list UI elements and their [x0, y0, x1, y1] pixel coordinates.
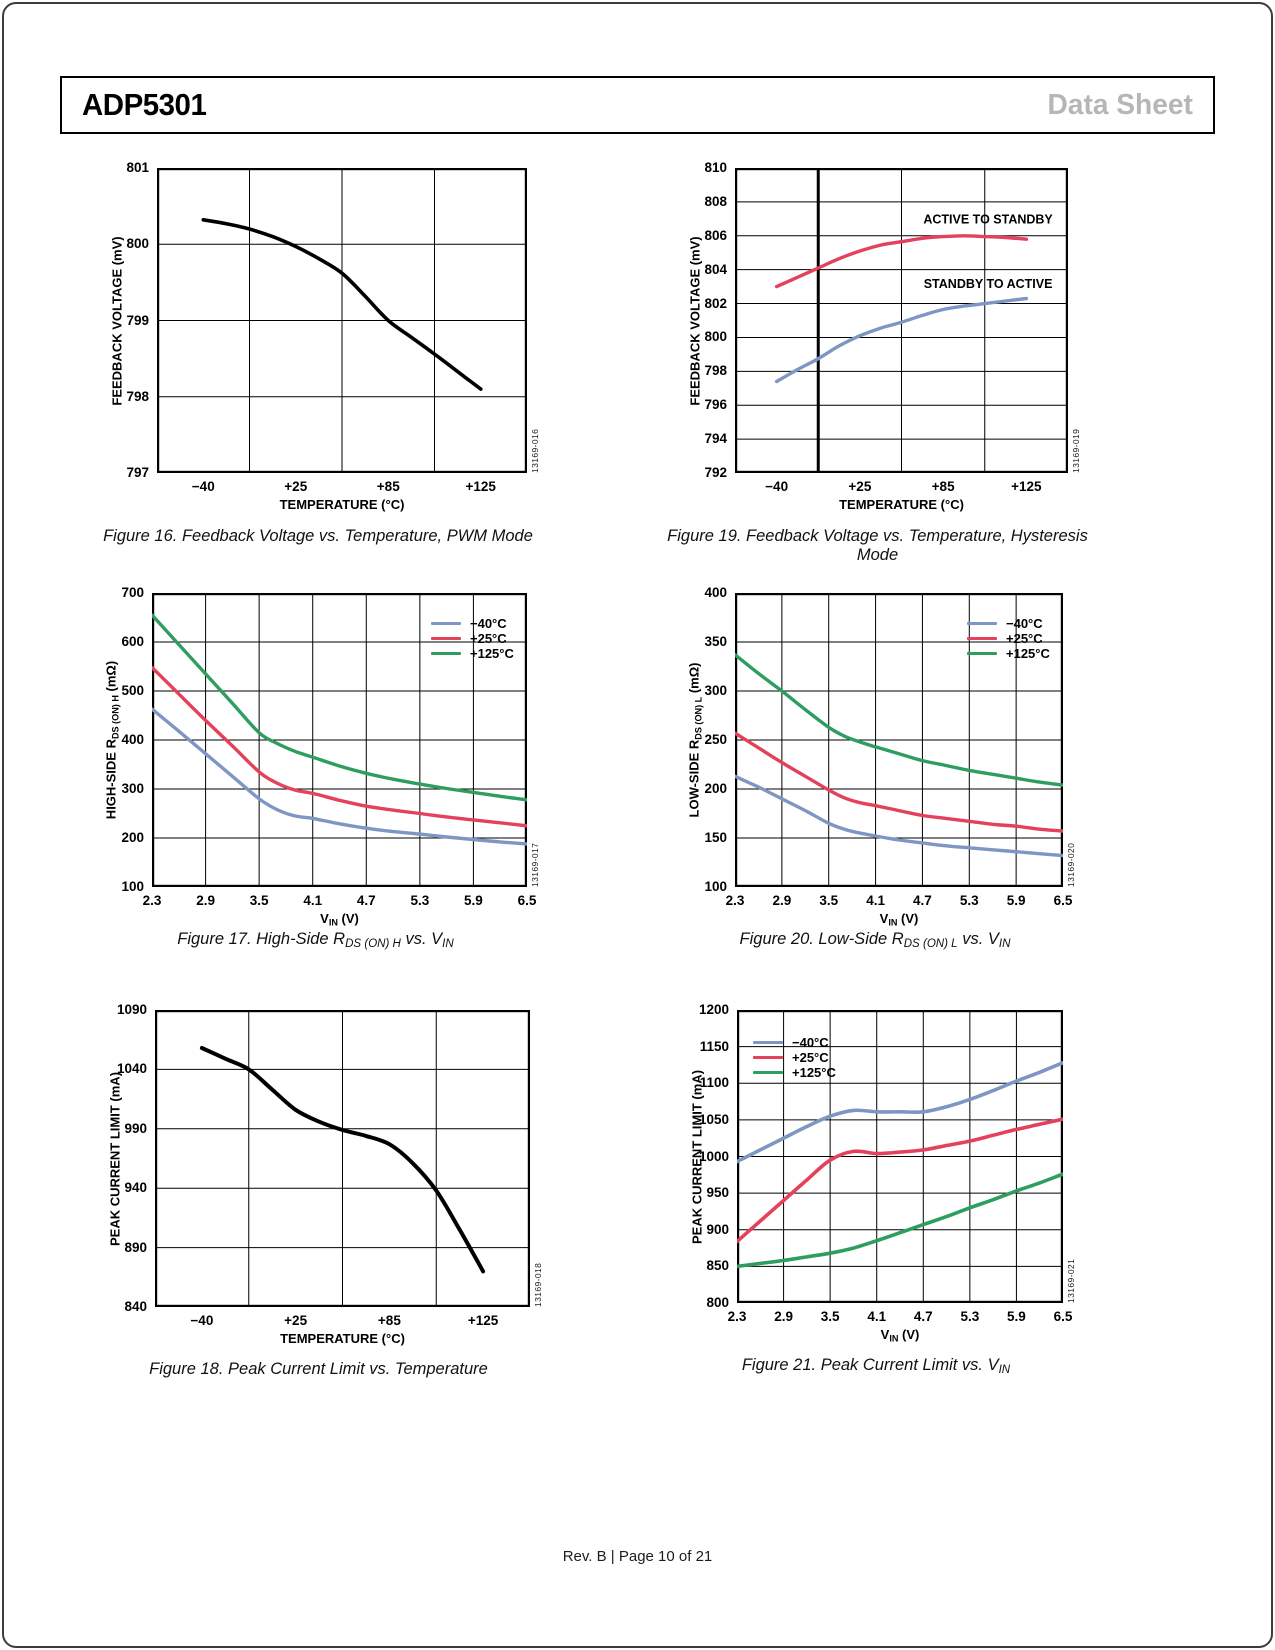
subscript-segment: DS (ON) L — [693, 696, 704, 740]
x-tick-label: 5.3 — [960, 1309, 980, 1324]
text-segment: (mΩ) — [103, 660, 119, 696]
y-tick-label: 797 — [126, 465, 149, 480]
subscript-segment: IN — [998, 938, 1011, 951]
series-line-1 — [735, 733, 1063, 831]
x-tick-label: 3.5 — [820, 1309, 840, 1324]
y-tick-label: 1150 — [699, 1038, 729, 1054]
figure-code: 13169-017 — [530, 842, 540, 887]
y-tick-label: 800 — [704, 329, 727, 345]
legend-entry — [753, 1066, 836, 1079]
x-tick-label: 4.7 — [913, 1309, 933, 1324]
y-tick-label: 810 — [704, 160, 727, 175]
series-line-2 — [737, 1174, 1063, 1266]
legend-entry — [753, 1036, 836, 1049]
x-tick-label: +25 — [284, 479, 308, 494]
y-tick-label: 800 — [126, 236, 149, 252]
header-bar — [60, 76, 1215, 134]
y-tick-label: 796 — [704, 397, 727, 413]
text-segment: LOW-SIDE R — [686, 739, 702, 818]
part-number: ADP5301 — [82, 87, 207, 122]
y-tick-label: 801 — [126, 160, 149, 175]
legend-line-swatch — [967, 622, 997, 626]
x-axis-label — [155, 1331, 530, 1346]
figure-code: 13169-020 — [1066, 842, 1076, 887]
figure-17-high-side-rdson-vs-vin-chart — [82, 579, 549, 958]
x-tick-label: 6.5 — [517, 893, 537, 908]
y-tick-label: 798 — [126, 388, 149, 404]
legend-entry-label: +125°C — [792, 1065, 836, 1080]
figure-caption — [665, 527, 1090, 565]
x-axis-label — [735, 497, 1068, 512]
text-segment: TEMPERATURE (°C) — [839, 497, 964, 512]
y-tick-label: 808 — [704, 193, 727, 209]
text-segment: (V) — [897, 911, 919, 926]
y-tick-label: 1090 — [116, 1002, 147, 1017]
text-segment: (V) — [898, 1327, 920, 1342]
y-tick-label: 794 — [704, 431, 727, 447]
x-tick-label: 5.9 — [1007, 1309, 1026, 1324]
text-segment: (mΩ) — [686, 662, 702, 697]
legend-entry-label: −40°C — [1006, 616, 1043, 631]
series-line-0 — [152, 709, 527, 844]
y-tick-label: 900 — [706, 1221, 729, 1237]
legend-entry — [967, 632, 1050, 645]
curve-annotation: STANDBY TO ACTIVE — [923, 277, 1053, 292]
x-axis-label — [157, 497, 527, 512]
text-segment: V — [320, 911, 329, 926]
doc-type-label: Data Sheet — [1047, 88, 1193, 121]
subscript-segment: IN — [888, 917, 898, 928]
figure-caption — [665, 930, 1085, 950]
legend-entry-label: +25°C — [792, 1050, 829, 1065]
x-axis-label — [152, 911, 527, 928]
figure-18-peak-current-limit-vs-temperature-chart — [85, 996, 552, 1388]
text-segment: Figure 18. Peak Current Limit vs. Temperature — [149, 1360, 488, 1378]
y-tick-label: 250 — [704, 732, 727, 747]
figure-caption — [82, 930, 549, 950]
subscript-segment: IN — [442, 938, 454, 951]
x-tick-label: 3.5 — [819, 893, 839, 908]
curve-annotation: ACTIVE TO STANDBY — [923, 212, 1053, 227]
y-tick-label: 990 — [124, 1120, 147, 1136]
x-tick-label: 2.3 — [727, 1309, 747, 1324]
x-tick-label: −40 — [191, 479, 215, 494]
y-tick-label: 850 — [706, 1258, 729, 1274]
figure-20-low-side-rdson-vs-vin-chart — [665, 579, 1085, 958]
legend-entry-label: +25°C — [470, 631, 507, 646]
legend-entry-label: −40°C — [470, 616, 507, 631]
x-tick-label: +85 — [376, 479, 400, 494]
x-tick-label: −40 — [190, 1313, 214, 1328]
legend — [431, 617, 514, 660]
x-tick-label: 4.1 — [866, 893, 885, 908]
x-tick-label: 6.5 — [1053, 893, 1073, 908]
figure-code: 13169-016 — [530, 428, 540, 473]
x-tick-label: 2.3 — [142, 893, 162, 908]
text-segment: Figure 21. Peak Current Limit vs. V — [741, 1356, 999, 1374]
x-tick-label: +25 — [848, 479, 872, 494]
x-tick-label: 3.5 — [249, 893, 269, 908]
figure-code: 13169-021 — [1066, 1258, 1076, 1303]
y-tick-label: 400 — [121, 732, 144, 747]
x-tick-label: 5.3 — [959, 893, 979, 908]
x-axis-label — [737, 1327, 1063, 1344]
x-axis-label — [735, 911, 1063, 928]
y-tick-label: 792 — [704, 465, 727, 480]
legend-entry-label: −40°C — [792, 1035, 829, 1050]
text-segment: Figure 19. Feedback Voltage vs. Temperature, Hysteresis Mode — [667, 527, 1088, 564]
legend-entry — [967, 647, 1050, 660]
subscript-segment: IN — [889, 1333, 899, 1344]
text-segment: PEAK CURRENT LIMIT (mA) — [107, 1071, 123, 1246]
x-tick-label: 5.9 — [1006, 893, 1026, 908]
legend-line-swatch — [753, 1071, 783, 1075]
subscript-segment: IN — [328, 917, 338, 928]
subscript-segment: DS (ON) H — [345, 938, 401, 951]
page-footer — [0, 1548, 1275, 1565]
text-segment: Figure 20. Low-Side R — [739, 930, 904, 948]
legend — [967, 617, 1050, 660]
legend-entry-label: +125°C — [470, 646, 514, 661]
x-tick-label: +125 — [465, 479, 496, 494]
figure-19-feedback-voltage-vs-temperature-hysteresis-chart — [665, 154, 1090, 564]
subscript-segment: DS (ON) L — [903, 938, 958, 951]
figure-21-peak-current-limit-vs-vin-chart — [667, 996, 1085, 1384]
text-segment: TEMPERATURE (°C) — [279, 497, 405, 512]
y-tick-label: 100 — [121, 879, 144, 894]
legend-entry — [431, 647, 514, 660]
figure-16-feedback-voltage-vs-temperature-pwm-chart — [87, 154, 549, 555]
text-segment: vs. V — [957, 930, 999, 948]
text-segment: TEMPERATURE (°C) — [280, 1331, 405, 1346]
y-tick-label: 1200 — [698, 1002, 729, 1017]
legend-entry — [753, 1051, 836, 1064]
y-tick-label: 600 — [121, 634, 144, 649]
x-tick-label: +125 — [1011, 479, 1042, 494]
y-tick-label: 798 — [704, 363, 727, 379]
x-tick-label: 4.1 — [303, 893, 323, 908]
y-tick-label: 940 — [124, 1180, 147, 1196]
plot-area — [155, 1010, 530, 1307]
y-tick-label: 500 — [121, 683, 144, 698]
figure-caption — [667, 1356, 1085, 1376]
legend-entry — [967, 617, 1050, 630]
x-tick-label: 2.3 — [725, 893, 745, 908]
x-tick-label: +25 — [284, 1313, 308, 1328]
y-tick-label: 700 — [121, 585, 144, 600]
y-tick-label: 802 — [704, 295, 727, 311]
y-tick-label: 200 — [121, 830, 144, 845]
y-tick-label: 1040 — [116, 1061, 147, 1077]
legend-line-swatch — [753, 1056, 783, 1060]
figure-caption — [85, 1360, 552, 1379]
y-tick-label: 840 — [124, 1299, 147, 1314]
y-tick-label: 1050 — [698, 1111, 729, 1127]
legend-line-swatch — [753, 1041, 783, 1045]
y-axis-label — [108, 1071, 123, 1245]
y-tick-label: 300 — [704, 683, 727, 698]
legend-entry-label: +125°C — [1006, 646, 1050, 661]
y-tick-label: 890 — [124, 1239, 147, 1255]
legend-line-swatch — [967, 637, 997, 641]
text-segment: (V) — [337, 911, 359, 926]
y-tick-label: 1000 — [698, 1148, 729, 1164]
x-tick-label: 2.9 — [774, 1309, 793, 1324]
subscript-segment: IN — [998, 1364, 1011, 1377]
plot-area — [735, 168, 1068, 473]
series-line-0 — [735, 776, 1063, 855]
x-tick-label: 5.9 — [464, 893, 483, 908]
x-tick-label: 6.5 — [1053, 1309, 1073, 1324]
legend-entry-label: +25°C — [1006, 631, 1043, 646]
x-tick-label: 2.9 — [196, 893, 215, 908]
text-segment: V — [880, 1327, 890, 1342]
text-segment: Figure 17. High-Side R — [177, 930, 346, 948]
legend-entry — [431, 617, 514, 630]
text-segment: FEEDBACK VOLTAGE (mV) — [109, 235, 125, 406]
x-tick-label: 5.3 — [410, 893, 430, 908]
y-tick-label: 200 — [704, 781, 727, 796]
text-segment: vs. V — [400, 930, 443, 948]
legend — [753, 1036, 836, 1079]
x-tick-label: 4.1 — [867, 1309, 887, 1324]
y-tick-label: 1100 — [699, 1075, 729, 1091]
y-tick-label: 799 — [126, 312, 149, 328]
x-tick-label: 4.7 — [913, 893, 932, 908]
legend-line-swatch — [431, 622, 461, 626]
text-segment: Figure 16. Feedback Voltage vs. Temperature, PWM Mode — [103, 527, 533, 545]
y-tick-label: 800 — [706, 1295, 729, 1310]
x-tick-label: 4.7 — [356, 893, 376, 908]
x-tick-label: +85 — [377, 1313, 401, 1328]
subscript-segment: DS (ON) H — [110, 695, 121, 740]
text-segment: HIGH-SIDE R — [103, 739, 119, 820]
figure-caption — [87, 527, 549, 546]
plot-area — [157, 168, 527, 473]
footer-text: Rev. B | Page 10 of 21 — [562, 1548, 713, 1565]
y-tick-label: 350 — [704, 634, 727, 649]
legend-entry — [431, 632, 514, 645]
legend-line-swatch — [431, 652, 461, 656]
x-tick-label: +125 — [467, 1313, 499, 1328]
y-tick-label: 804 — [704, 261, 727, 277]
y-tick-label: 150 — [704, 830, 727, 845]
x-tick-label: +85 — [931, 479, 955, 494]
y-tick-label: 806 — [704, 227, 727, 243]
figure-code: 13169-018 — [533, 1262, 543, 1307]
y-tick-label: 400 — [704, 585, 727, 600]
text-segment: V — [879, 911, 889, 926]
y-tick-label: 950 — [706, 1185, 729, 1201]
text-segment: FEEDBACK VOLTAGE (mV) — [687, 235, 703, 406]
legend-line-swatch — [431, 637, 461, 641]
x-tick-label: −40 — [765, 479, 789, 494]
legend-line-swatch — [967, 652, 997, 656]
figure-code: 13169-019 — [1071, 428, 1081, 473]
x-tick-label: 2.9 — [772, 893, 792, 908]
y-tick-label: 100 — [704, 879, 727, 894]
text-segment: PEAK CURRENT LIMIT (mA) — [689, 1069, 705, 1244]
y-tick-label: 300 — [121, 781, 144, 796]
